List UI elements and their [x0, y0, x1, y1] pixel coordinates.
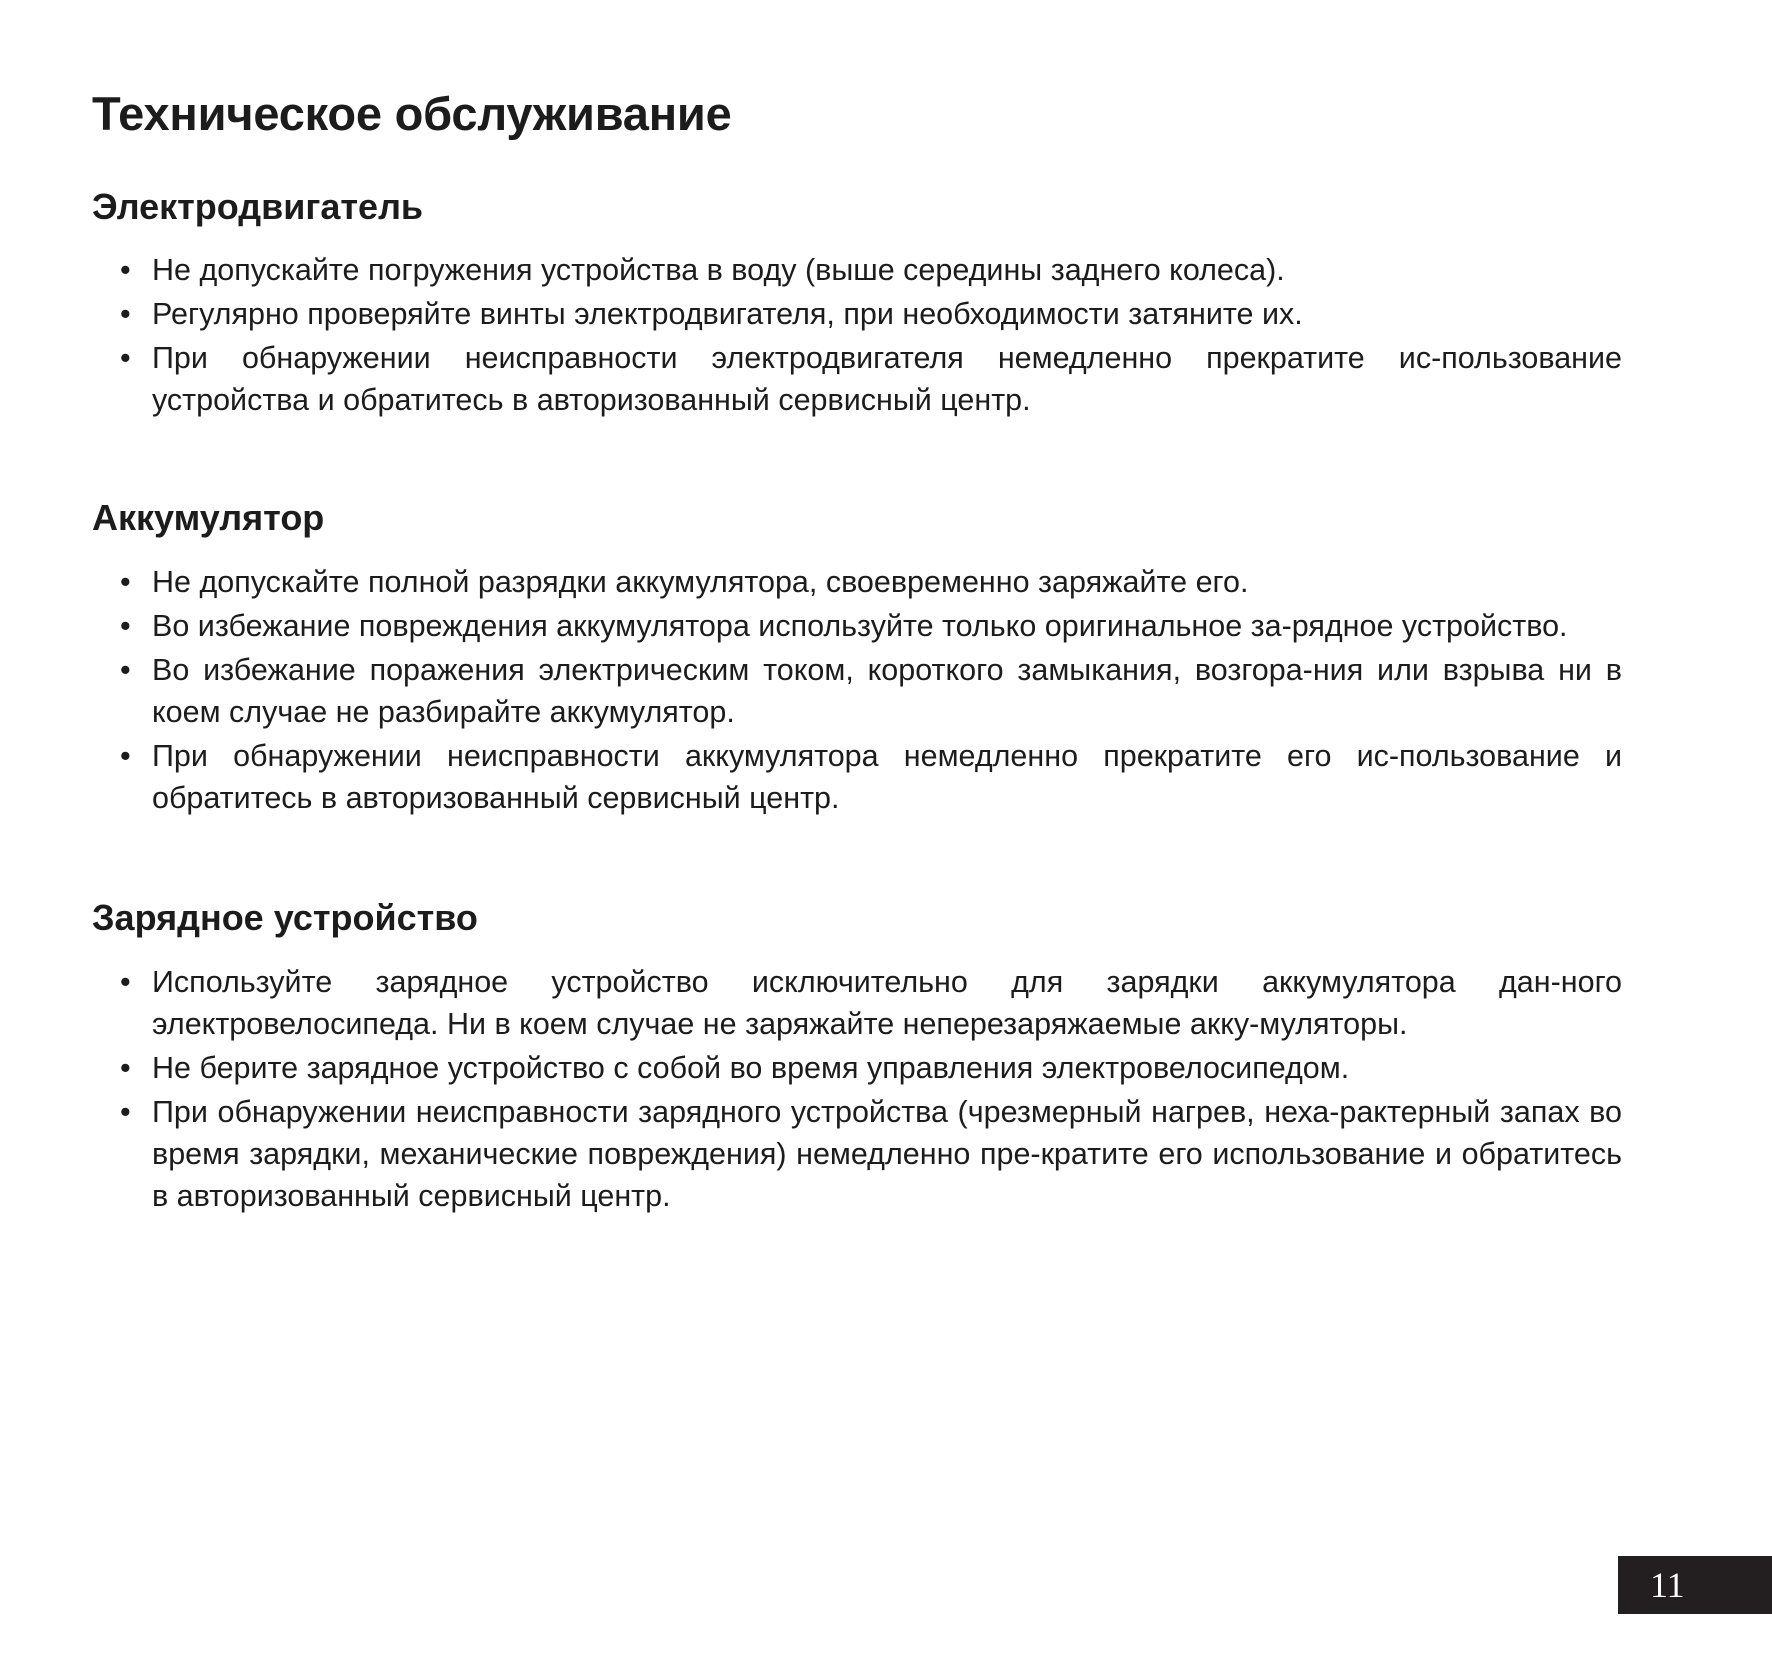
section-heading-battery: Аккумулятор — [92, 497, 325, 539]
list-item: • Во избежание повреждения аккумулятора используйте только оригинальное за-рядное устройство. — [92, 605, 1622, 647]
list-item: • Используйте зарядное устройство исключительно для зарядки аккумулятора дан-ного электровелосипеда. Ни в коем случае не заряжайте неперезаряжаемые акку-муляторы. — [92, 961, 1622, 1045]
list-item: • При обнаружении неисправности аккумулятора немедленно прекратите его ис-пользование и обратитесь в авторизованный сервисный центр. — [92, 735, 1622, 819]
bullet-list-motor — [92, 249, 1622, 421]
page-number-badge — [1618, 1556, 1772, 1614]
list-item: • Не допускайте полной разрядки аккумулятора, своевременно заряжайте его. — [92, 561, 1622, 603]
list-item: • Регулярно проверяйте винты электродвигателя, при необходимости затяните их. — [92, 293, 1622, 335]
page-title: Техническое обслуживание — [92, 87, 732, 140]
bullet-list-battery — [92, 561, 1622, 819]
list-item: • Во избежание поражения электрическим током, короткого замыкания, возгора-ния или взрыва ни в коем случае не разбирайте аккумулятор. — [92, 649, 1622, 733]
list-item: • Не берите зарядное устройство с собой во время управления электровелосипедом. — [92, 1047, 1622, 1089]
list-item: • При обнаружении неисправности электродвигателя немедленно прекратите ис-пользование устройства и обратитесь в авторизованный сервисный центр. — [92, 337, 1622, 421]
list-item: • Не допускайте погружения устройства в воду (выше середины заднего колеса). — [92, 249, 1622, 291]
section-motor — [92, 186, 1622, 422]
list-item: • При обнаружении неисправности зарядного устройства (чрезмерный нагрев, неха-рактерный запах во время зарядки, механические повреждения) немедленно пре-кратите его использование и обратитесь в авторизованный сервисный центр. — [92, 1091, 1622, 1217]
section-heading-motor: Электродвигатель — [92, 185, 424, 227]
bullet-list-charger — [92, 961, 1622, 1217]
page-number: 11 — [1650, 1565, 1685, 1605]
document-content — [92, 88, 1622, 1219]
section-charger — [92, 897, 1622, 1217]
section-battery — [92, 497, 1622, 819]
section-heading-charger: Зарядное устройство — [92, 897, 478, 939]
